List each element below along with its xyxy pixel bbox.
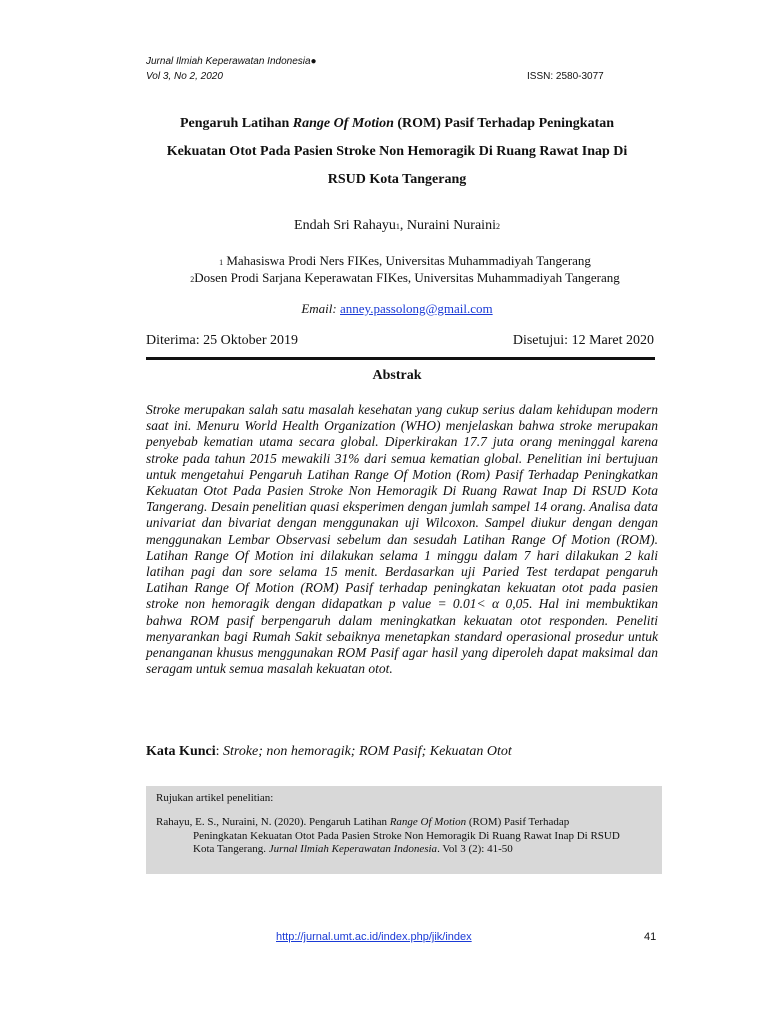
paper-title: Pengaruh Latihan Range Of Motion (ROM) Pasif Terhadap Peningkatan Kekuatan Otot Pada Pasien Stroke Non Hemoragik Di Ruang Rawat Inap Di RSUD Kota Tangerang <box>166 116 628 187</box>
abstract-text: Stroke merupakan salah satu masalah kesehatan yang cukup serius dalam kehidupan modern saat ini. Menuru World Health Organization (WHO) menjelaskan bahwa stroke merupakan penyebab kematian utama secara global. Diperkirakan 17.7 juta orang meninggal karena stroke pada tahun 2015 mewakili 31% dari semua kematian global. Penelitian ini bertujuan untuk mengetahui Pengaruh Latihan Range Of Motion (Rom) Pasif Terhadap Peningkatkan Kekuatan Otot Pada Pasien Stroke Non Hemoragik Di Ruang Rawat Inap Di RSUD Kota Tangerang. Desain penelitian quasi eksperimen dengan jumlah sampel 14 orang. Analisa data univariat dan bivariat dengan menggunakan uji Wilcoxon. Sampel diukur dengan dengan menggunakan Lembar Observasi sebelum dan sesudah Latihan Range Of Motion (ROM). Latihan Range Of Motion ini dilakukan selama 1 minggu dalam 7 hari dilakukan 2 kali latihan pagi dan sore selama 15 menit. Berdasarkan uji Paried Test terdapat pengaruh Latihan Range Of Motion (ROM) Pasif terhadap peningkatan kekuatan otot pada pasien stroke non hemoragik dengan didapatkan p value = 0.01< α 0,05. Hal ini membuktikan bahwa ROM pasif berpengaruh dalam meningkatkan kekuatan otot responden. Peneliti menyarankan bagi Rumah Sakit sebaiknya menetapkan standard operasional prosedur untuk penanganan khusus menggunakan ROM Pasif agar hasil yang diperoleh dapat maksimal dan seragam untuk semua masalah kekuatan otot. <box>146 402 658 677</box>
affiliation-2: 2Dosen Prodi Sarjana Keperawatan FIKes, Universitas Muhammadiyah Tangerang <box>190 270 620 285</box>
email-line: Email: anney.passolong@gmail.com <box>301 301 493 316</box>
journal-name: Jurnal Ilmiah Keperawatan Indonesia● <box>146 56 317 67</box>
dates-row <box>146 333 654 349</box>
citation-label: Rujukan artikel penelitian: <box>156 792 274 804</box>
journal-url-link[interactable]: http://jurnal.umt.ac.id/index.php/jik/index <box>276 931 472 943</box>
divider <box>146 357 655 360</box>
citation-box <box>146 786 662 874</box>
author-2: Nuraini Nuraini <box>406 218 496 233</box>
affiliation-1: 1 Mahasiswa Prodi Ners FIKes, Universitas Muhammadiyah Tangerang <box>219 253 591 268</box>
citation-text: Rahayu, E. S., Nuraini, N. (2020). Pengaruh Latihan Range Of Motion (ROM) Pasif Terhadap Peningkatan Kekuatan Otot Pada Pasien Stroke Non Hemoragik Di Ruang Rawat Inap Di RSUD Kota Tangerang. Jurnal Ilmiah Keperawatan Indonesia. Vol 3 (2): 41-50 <box>156 816 620 855</box>
abstract-heading: Abstrak <box>372 368 422 383</box>
received-date: Diterima: 25 Oktober 2019 <box>146 333 299 348</box>
keywords: Kata Kunci: Stroke; non hemoragik; ROM Pasif; Kekuatan Otot <box>146 744 512 759</box>
journal-volume: Vol 3, No 2, 2020 <box>146 71 223 82</box>
email-link[interactable]: anney.passolong@gmail.com <box>340 301 493 316</box>
bullet-icon: ● <box>310 56 317 67</box>
issn: ISSN: 2580-3077 <box>527 71 604 82</box>
approved-date: Disetujui: 12 Maret 2020 <box>512 333 654 348</box>
authors: Endah Sri Rahayu1, Nuraini Nuraini2 <box>294 218 500 233</box>
author-1: Endah Sri Rahayu <box>294 218 396 233</box>
page-number: 41 <box>644 931 657 943</box>
